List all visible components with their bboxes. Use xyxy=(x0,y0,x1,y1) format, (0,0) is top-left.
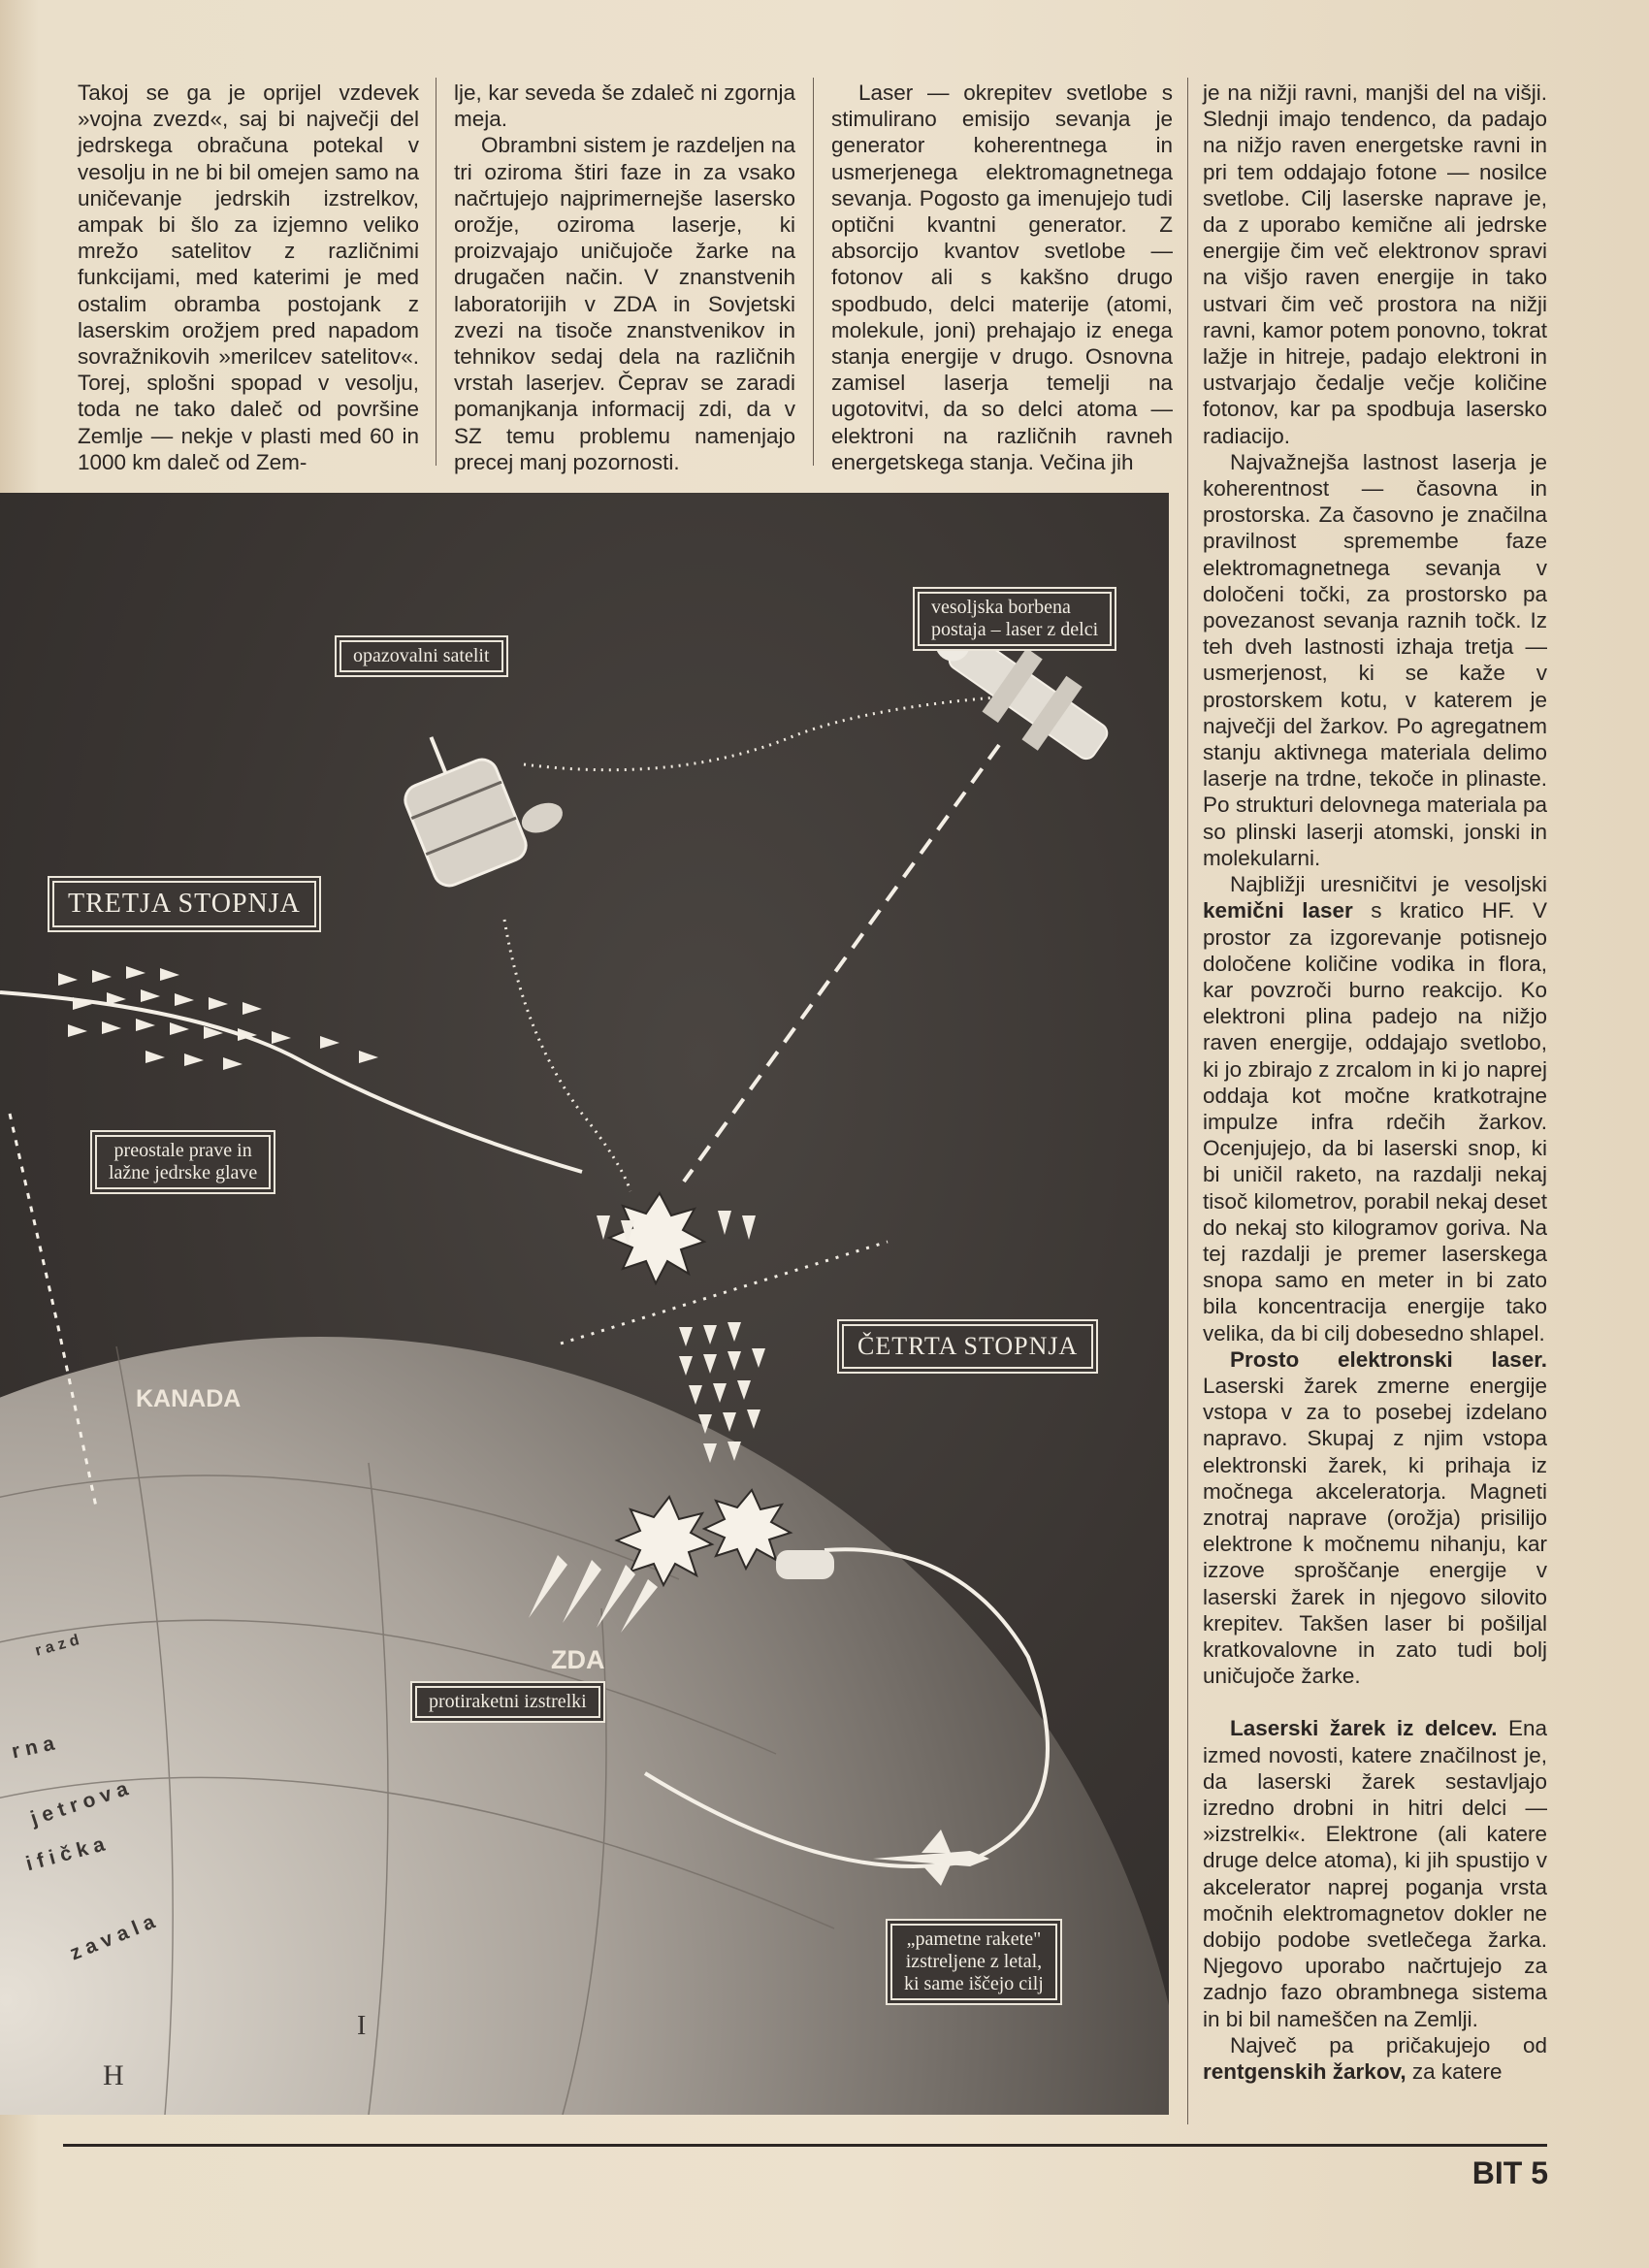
bold-term: rentgenskih žarkov, xyxy=(1203,2059,1406,2085)
text-run: s kratico HF. V prostor za izgorevanje potisnejo določene količine vodika in flora, kar povzroči burno reakcijo. Ko elektroni plina padejo na nižjo raven energije, oddajajo svetlobo, ki jo zbirajo z zrcalom in ki jo naprej oddaja kot močne kratkotrajne impulze infra rdečih žarkov. Ocenjujejo, da bi laserski snop, ki bi uničil raketo, na razdalji nekaj tisoč kilometrov, porabil nekaj deset do nekaj sto kilogramov goriva. Na tej razdalji je premer laserskega snopa samo en meter in bi zato bila koncentracija energije tako velika, da bi cilj dobesedno shlapel. xyxy=(1203,898,1547,1345)
explosion-icon xyxy=(609,1193,704,1283)
column-divider xyxy=(813,78,814,466)
map-label-kanada: KANADA xyxy=(136,1385,242,1412)
label-line: preostale prave in xyxy=(113,1140,252,1161)
label-line: lažne jedrske glave xyxy=(109,1162,258,1183)
observation-satellite-icon xyxy=(386,702,572,891)
footer-rule xyxy=(63,2144,1547,2147)
label-smart-missiles xyxy=(890,1924,1057,2000)
label-battle-station xyxy=(918,592,1112,646)
map-text: I xyxy=(357,2011,367,2041)
map-text: r a z d xyxy=(33,1632,81,1660)
paragraph xyxy=(1203,2032,1547,2085)
map-text: z a v a l a xyxy=(66,1910,158,1965)
paragraph: lje, kar seveda še zdaleč ni zgornja meja. xyxy=(454,81,795,132)
label-line: postaja – laser z delci xyxy=(931,619,1099,640)
bold-term: kemični laser xyxy=(1203,898,1353,923)
label-line: vesoljska borbena xyxy=(931,597,1071,618)
section-heading: Prosto elektronski laser. xyxy=(1230,1346,1547,1372)
label-interceptors: protiraketni izstrelki xyxy=(415,1686,600,1718)
smart-missile-icon xyxy=(776,1550,834,1579)
map-text: r n a xyxy=(9,1732,57,1764)
paragraph xyxy=(1203,871,1547,1346)
laser-beam xyxy=(684,745,999,1182)
text-run: Laserski žarek zmerne energije vstopa v za to posebej izdelano napravo. Skupaj z njim vstopa elektronski žarek, ki prihaja iz močnega akceleratorja. Magneti znotraj naprave (orožja) prisilijo elektrone k močnemu nihanju, kar izzove sproščanje energije v laserski žarek in njegovo silovito krepitev. Takšen laser bi pošiljal kratkovalovne in zato tudi bolj uničujoče žarke. xyxy=(1203,1373,1547,1689)
section-heading: Laserski žarek iz delcev. xyxy=(1230,1716,1498,1741)
stage-boundary xyxy=(561,1242,888,1344)
text-run: Najbližji uresničitvi je vesoljski xyxy=(1230,872,1547,897)
paragraph: Takoj se ga je oprijel vzdevek »vojna zvezd«, saj bi največji del jedrskega obračuna potekal v vesolju in ne bi bil omejen samo na uničevanje jedrskih izstrelkov, ampak bi šlo za izjemno veliko mrežo satelitov z različnimi funkcijami, med katerimi je med ostalim obramba postojank z laserskim orožjem pred napadom sovražnikovih »merilcev satelitov«. Torej, splošni spopad v vesolju, toda ne tako daleč od površine Zemlje — nekje v plasti med 60 in 1000 km daleč od Zem- xyxy=(78,81,419,474)
paragraph xyxy=(1203,1715,1547,2031)
text-run: Največ pa pričakujejo od xyxy=(1230,2032,1547,2057)
map-label-zda: ZDA xyxy=(551,1645,605,1674)
illustration-artwork xyxy=(0,493,1169,2115)
text-column-2 xyxy=(454,80,795,475)
label-line: izstreljene z letal, xyxy=(905,1951,1043,1972)
label-stage-4: ČETRTA STOPNJA xyxy=(842,1324,1093,1369)
label-line: „pametne rakete" xyxy=(906,1928,1042,1950)
text-column-4 xyxy=(1203,80,1547,2085)
page-footer xyxy=(1472,2155,1548,2191)
map-text: i f i č k a xyxy=(23,1832,108,1876)
text-run: Ena izmed novosti, katere značilnost je, da laserski žarek sestavljajo izredno drobni in hitri delci — »izstrelki«. Elektrone (ali katere druge delce atoma), ki jih spustijo v akcelerator naprej poganja vrsta močnih elektromagnetov dokler ne dobijo podobe svetlečega žarka. Njegovo uporabo načrtujejo za zadnjo fazo obrambnega sistema in bi bil nameščen na Zemlji. xyxy=(1203,1716,1547,2031)
warhead-swarm xyxy=(58,966,378,1070)
paragraph: Laser — okrepitev svetlobe s stimulirano emisijo sevanja je generator koherentnega in usmerjenega elektromagnetnega sevanja. Pogosto ga imenujejo tudi optični kvantni generator. Z absorcijo kvantov svetlobe — fotonov ali s kakšno drugo spodbudo, delci materije (atomi, molekule, joni) prehajajo iz enega stanja energije v drugo. Osnovna zamisel laserja temelji na ugotovitvi, da so delci atoma — elektroni na različnih ravneh energetskega stanja. Večina jih xyxy=(831,81,1173,474)
paragraph xyxy=(1203,1346,1547,1690)
satellite-link xyxy=(504,920,630,1191)
column-divider xyxy=(1187,78,1188,2124)
paragraph: Najvažnejša lastnost laserja je koherentnost — časovna in prostorska. Za časovno je značilna pravilnost spremembe faze elektromagnetnega sevanja v določeni točki, za prostorsko pa povezanost sevanja raznih točk. Iz teh dveh lastnosti izhaja tretja — usmerjenost, ki se kaže v prostorskem kotu, v katerem je največji del žarkov. Po agregatnem stanju aktivnega materiala delimo laserje na trdne, tekoče in plinaste. Po strukturi delovnega materiala pa so plinski laserji atomski, jonski in molekularni. xyxy=(1203,449,1547,870)
text-column-3 xyxy=(831,80,1173,475)
paragraph: je na nižji ravni, manjši del na višji. Slednji imajo tendenco, da padajo na nižjo raven energetske ravni in pri tem oddajajo fotone — nosilce svetlobe. Cilj laserske naprave je, da z uporabo kemične ali jedrske energije čim več elektronov spravi na višjo raven energije in tako ustvari čim več prostora na nižji ravni, kamor potem ponovno, tokrat lažje in hitreje, padajo elektroni in ustvarjajo čedalje večje količine fotonov, kar pa spodbuja lasersko radiacijo. xyxy=(1203,81,1547,448)
satellite-link xyxy=(524,697,1009,770)
warhead-path xyxy=(0,992,582,1172)
magazine-name: BIT xyxy=(1471,2155,1523,2190)
map-text: H xyxy=(103,2059,124,2091)
label-observation-satellite: opazovalni satelit xyxy=(340,640,503,672)
label-stage-3: TRETJA STOPNJA xyxy=(52,881,316,927)
page-number: 5 xyxy=(1531,2155,1548,2190)
text-column-1 xyxy=(78,80,419,475)
map-text: j e t r o v a xyxy=(27,1777,131,1831)
text-run: za katere xyxy=(1406,2059,1503,2085)
defense-illustration xyxy=(0,493,1169,2115)
paragraph: Obrambni sistem je razdeljen na tri oziroma štiri faze in za vsako načrtujejo najprimernejše lasersko orožje, oziroma laserje, ki proizvajajo uničujoče žarke na drugačen način. V znanstvenih laboratorijih v ZDA in Sovjetski zvezi na tisoče znanstvenikov in tehnikov sedaj dela na različnih vrstah laserjev. Čeprav se zaradi pomanjkanja informacij zdi, da v SZ temu problemu namenjajo precej manj pozornosti. xyxy=(454,133,795,474)
label-warheads xyxy=(95,1135,271,1189)
label-line: ki same iščejo cilj xyxy=(904,1973,1044,1994)
